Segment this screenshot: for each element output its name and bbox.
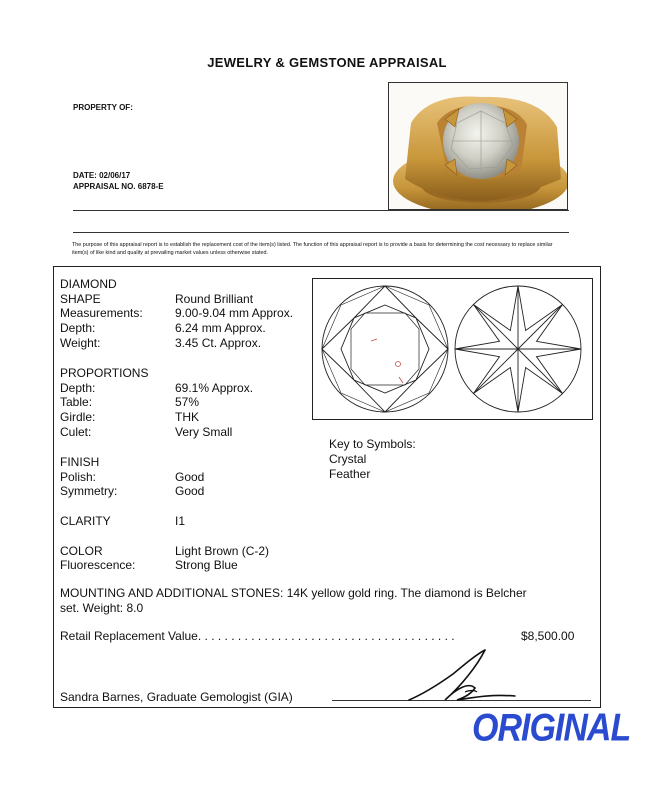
symmetry-value: Good	[175, 484, 205, 498]
header-rule	[73, 232, 569, 233]
shape-label: SHAPE	[60, 292, 101, 306]
crown-view-diagram	[322, 286, 448, 412]
appraisal-date: DATE: 02/06/17	[73, 171, 131, 180]
shape-value: Round Brilliant	[175, 292, 254, 306]
symmetry-label: Symmetry:	[60, 484, 118, 498]
property-of-label: PROPERTY OF:	[73, 103, 133, 112]
depth-value: 6.24 mm Approx.	[175, 321, 266, 335]
mounting-line-1: MOUNTING AND ADDITIONAL STONES: 14K yellow gold ring. The diamond is Belcher	[60, 586, 527, 600]
measurements-label: Measurements:	[60, 306, 143, 320]
clarity-value: I1	[175, 514, 186, 528]
proportion-depth-value: 69.1% Approx.	[175, 381, 254, 395]
color-value: Light Brown (C-2)	[175, 544, 270, 558]
clarity-label: CLARITY	[60, 514, 111, 528]
signature-image	[405, 648, 520, 708]
finish-heading: FINISH	[60, 455, 100, 469]
original-stamp: ORIGINAL	[472, 706, 631, 750]
header-rule	[73, 210, 569, 211]
weight-value: 3.45 Ct. Approx.	[175, 336, 262, 350]
ring-photo	[388, 82, 568, 210]
girdle-value: THK	[175, 410, 199, 424]
polish-label: Polish:	[60, 470, 97, 484]
key-item-feather: Feather	[329, 467, 371, 481]
purpose-statement: The purpose of this appraisal report is to establish the replacement cost of the item(s) listed. The function of this appraisal report is to provide a basis for determining the cost necessary to replace similar item(s) of like kind and quality at prevailing market values unless otherwise stated.	[72, 242, 553, 256]
diamond-plot-diagram	[312, 278, 593, 420]
culet-label: Culet:	[60, 425, 92, 439]
table-label: Table:	[60, 395, 93, 409]
key-item-crystal: Crystal	[329, 452, 367, 466]
color-label: COLOR	[60, 544, 103, 558]
polish-value: Good	[175, 470, 205, 484]
weight-label: Weight:	[60, 336, 101, 350]
girdle-label: Girdle:	[60, 410, 96, 424]
depth-label: Depth:	[60, 321, 96, 335]
inclusion-marks	[371, 339, 403, 383]
document-title: JEWELRY & GEMSTONE APPRAISAL	[207, 55, 447, 70]
proportion-depth-label: Depth:	[60, 381, 96, 395]
retail-value-label: Retail Replacement Value. . . . . . . . . . . . . . . . . . . . . . . . . . . . . . . . . . . . . . .	[60, 629, 455, 643]
proportions-heading: PROPORTIONS	[60, 366, 149, 380]
diamond-heading: DIAMOND	[60, 277, 117, 291]
fluorescence-value: Strong Blue	[175, 558, 238, 572]
key-heading: Key to Symbols:	[329, 437, 416, 451]
fluorescence-label: Fluorescence:	[60, 558, 136, 572]
appraisal-number: APPRAISAL NO. 6878-E	[73, 182, 164, 191]
table-value: 57%	[175, 395, 200, 409]
appraiser-name: Sandra Barnes, Graduate Gemologist (GIA)	[60, 690, 293, 704]
retail-value-amount: $8,500.00	[521, 629, 575, 643]
pavilion-view-diagram	[455, 286, 581, 412]
mounting-line-2: set. Weight: 8.0	[60, 601, 144, 615]
culet-value: Very Small	[175, 425, 233, 439]
measurements-value: 9.00-9.04 mm Approx.	[175, 306, 294, 320]
